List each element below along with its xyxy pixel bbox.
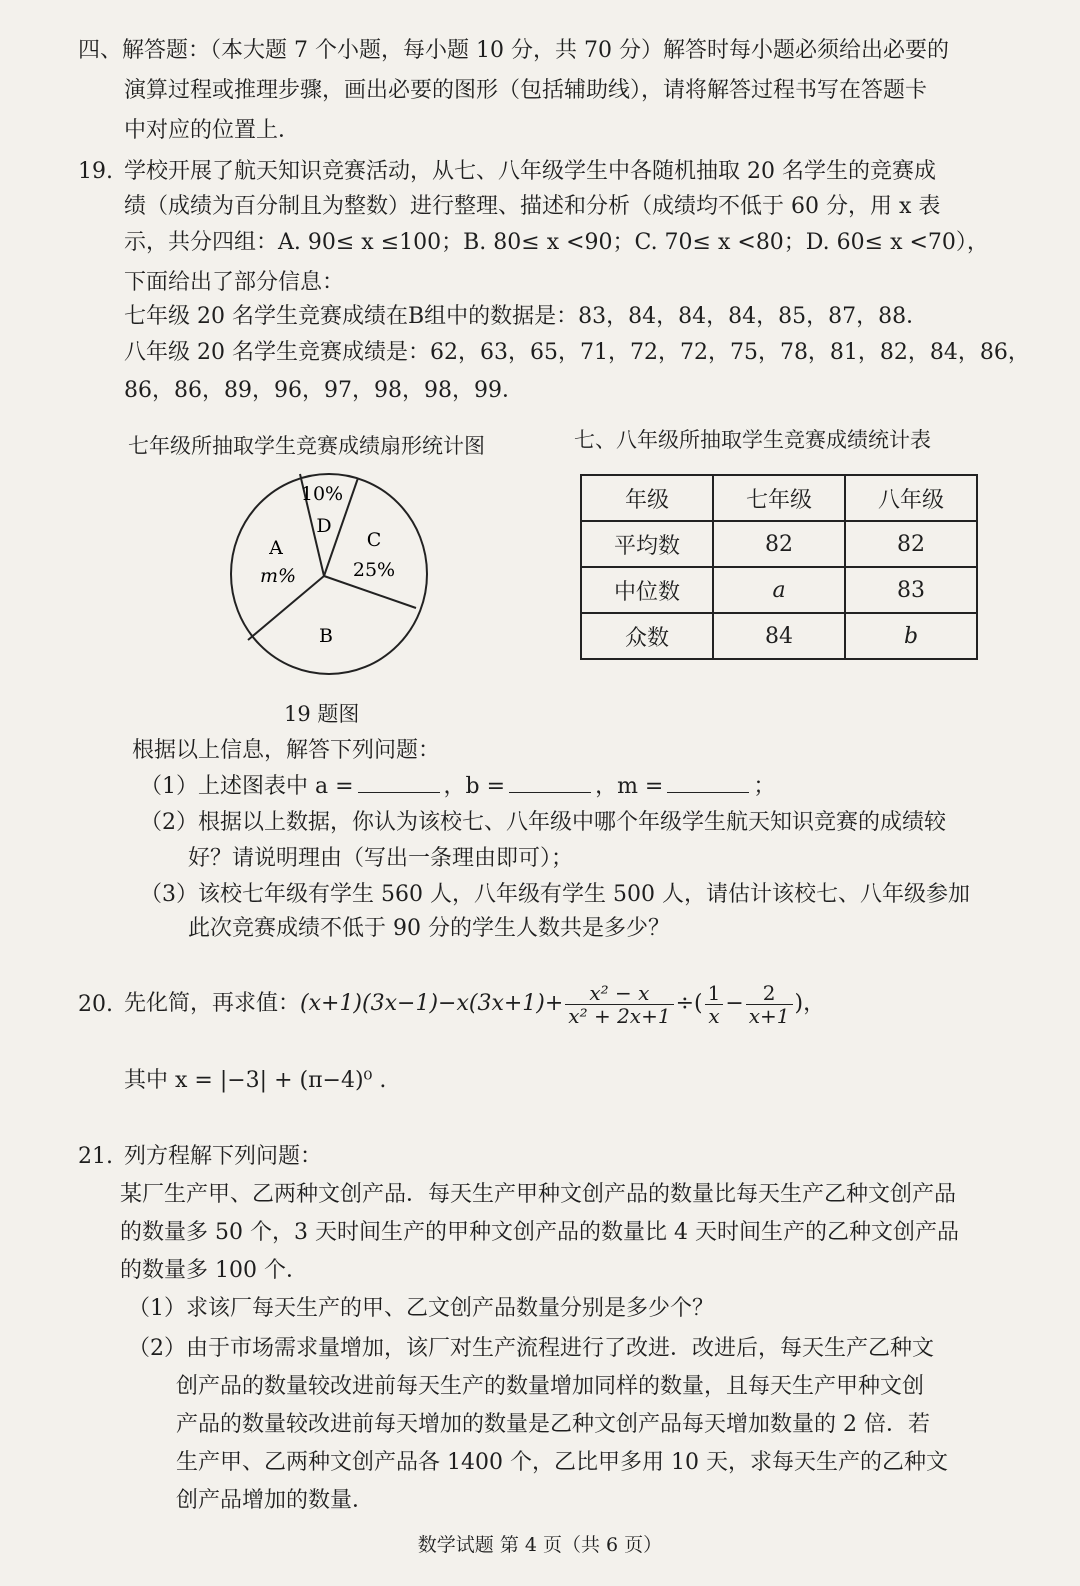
- q20-div: ÷(: [675, 991, 703, 1016]
- q20-fraction-1: [565, 982, 673, 1027]
- table-header-cell: 年级: [581, 475, 713, 521]
- section-header-line2: 演算过程或推理步骤，画出必要的图形（包括辅助线），请将解答过程书写在答题卡: [124, 78, 928, 103]
- q19-sub2-line1: （2）根据以上数据，你认为该校七、八年级中哪个年级学生航天知识竞赛的成绩较: [140, 810, 946, 835]
- q19-sub3-line1: （3）该校七年级有学生 560 人，八年级有学生 500 人，请估计该校七、八年级参加: [140, 882, 970, 907]
- q19-grade8-line1: 八年级 20 名学生竞赛成绩是：62，63，65，71，72，72，75，78，81，82，84，86，: [124, 340, 1030, 365]
- pie-label-a: A: [269, 537, 283, 559]
- pie-chart-title: 七年级所抽取学生竞赛成绩扇形统计图: [128, 434, 485, 458]
- q20-frac1-den: x² + 2x+1: [568, 1003, 671, 1028]
- table-header-cell: 八年级: [845, 475, 977, 521]
- q20-expr-left: (x+1)(3x−1)−x(3x+1)+: [300, 991, 564, 1016]
- pie-label-b: B: [319, 625, 333, 647]
- stats-table: [580, 474, 978, 660]
- table-cell: a: [713, 567, 845, 613]
- answer-blank-m: [667, 774, 749, 793]
- q20-lead: 先化简，再求值：: [124, 991, 301, 1016]
- table-cell: b: [845, 613, 977, 659]
- table-cell: 84: [713, 613, 845, 659]
- pie-label-c: C: [366, 529, 382, 551]
- page-footer: 数学试题 第 4 页（共 6 页）: [417, 1534, 663, 1556]
- q19-sub3-line2: 此次竞赛成绩不低于 90 分的学生人数共是多少？: [188, 916, 670, 941]
- q21-line1: 列方程解下列问题：: [124, 1144, 323, 1169]
- table-cell: 83: [845, 567, 977, 613]
- q21-line4: 的数量多 100 个．: [120, 1258, 308, 1283]
- q19-line2: 绩（成绩为百分制且为整数）进行整理、描述和分析（成绩均不低于 60 分，用 x 表: [124, 194, 941, 219]
- q19-sub1-b: ，b =: [443, 774, 506, 799]
- q20-frac1-num: x² − x: [565, 982, 673, 1005]
- table-row: [581, 475, 977, 521]
- q20-minus: −: [725, 991, 744, 1016]
- table-cell: 众数: [581, 613, 713, 659]
- table-row: [581, 613, 977, 659]
- q21-sub1: （1）求该厂每天生产的甲、乙文创产品数量分别是多少个？: [128, 1296, 714, 1321]
- q20-expression: [124, 976, 825, 1032]
- q20-fraction-3: [746, 982, 793, 1027]
- table-title: 七、八年级所抽取学生竞赛成绩统计表: [574, 428, 931, 452]
- table-row: [581, 567, 977, 613]
- q20-fraction-2: [705, 982, 724, 1027]
- q19-grade7-data: 七年级 20 名学生竞赛成绩在B组中的数据是：83，84，84，84，85，87，88．: [124, 304, 929, 329]
- q21-number: 21.: [78, 1144, 113, 1169]
- pie-label-c-pct: 25%: [352, 559, 396, 581]
- q19-line4: 下面给出了部分信息：: [124, 270, 345, 295]
- table-cell: 平均数: [581, 521, 713, 567]
- pie-label-d-pct: 10%: [300, 483, 344, 505]
- q20-where: 其中 x = |−3| + (π−4)⁰ .: [124, 1068, 387, 1093]
- pie-label-a-pct: m%: [259, 565, 297, 587]
- q21-line3: 的数量多 50 个，3 天时间生产的甲种文创产品的数量比 4 天时间生产的乙种文创产品: [120, 1220, 959, 1245]
- section-header-line3: 中对应的位置上．: [124, 118, 301, 143]
- q20-number: 20.: [78, 992, 113, 1017]
- q20-frac2-num: 1: [705, 982, 724, 1005]
- q19-prompt: 根据以上信息，解答下列问题：: [132, 738, 441, 763]
- q19-sub2-line2: 好？请说明理由（写出一条理由即可）；: [188, 846, 574, 871]
- q21-sub2-line5: 创产品增加的数量．: [176, 1488, 375, 1513]
- q19-sub1-a: （1）上述图表中 a =: [140, 774, 354, 799]
- q20-frac3-num: 2: [746, 982, 793, 1005]
- q20-frac3-den: x+1: [748, 1003, 790, 1028]
- q21-line2: 某厂生产甲、乙两种文创产品．每天生产甲种文创产品的数量比每天生产乙种文创产品: [120, 1182, 957, 1207]
- pie-label-d: D: [316, 515, 332, 537]
- answer-blank-b: [509, 774, 591, 793]
- q19-number: 19.: [78, 159, 113, 184]
- table-cell: 82: [713, 521, 845, 567]
- section-header-line1: 四、解答题：（本大题 7 个小题，每小题 10 分，共 70 分）解答时每小题必须给出必要的: [78, 38, 949, 63]
- q19-sub1-end: ；: [753, 774, 776, 799]
- q21-sub2-line4: 生产甲、乙两种文创产品各 1400 个，乙比甲多用 10 天，求每天生产的乙种文: [176, 1450, 948, 1475]
- pie-chart: [220, 470, 440, 680]
- q20-frac2-den: x: [708, 1003, 720, 1028]
- table-cell: 82: [845, 521, 977, 567]
- table-cell: 中位数: [581, 567, 713, 613]
- q19-line1: 学校开展了航天知识竞赛活动，从七、八年级学生中各随机抽取 20 名学生的竞赛成: [124, 159, 936, 184]
- q21-sub2-line1: （2）由于市场需求量增加，该厂对生产流程进行了改进．改进后，每天生产乙种文: [128, 1336, 934, 1361]
- q19-sub1-m: ，m =: [595, 774, 664, 799]
- table-row: [581, 521, 977, 567]
- q19-line3: 示，共分四组：A. 90≤ x ≤100；B. 80≤ x <90；C. 70≤ x <80；D. 60≤ x <70），: [124, 230, 989, 255]
- q21-sub2-line2: 创产品的数量较改进前每天生产的数量增加同样的数量，且每天生产甲种文创: [176, 1374, 925, 1399]
- q19-grade8-line2: 86，86，89，96，97，98，98，99．: [124, 378, 524, 403]
- q21-sub2-line3: 产品的数量较改进前每天增加的数量是乙种文创产品每天增加数量的 2 倍．若: [176, 1412, 930, 1437]
- q20-close: )，: [794, 991, 826, 1016]
- q19-sub1: [140, 770, 775, 804]
- answer-blank-a: [358, 774, 440, 793]
- figure-caption: 19 题图: [284, 702, 360, 726]
- table-header-cell: 七年级: [713, 475, 845, 521]
